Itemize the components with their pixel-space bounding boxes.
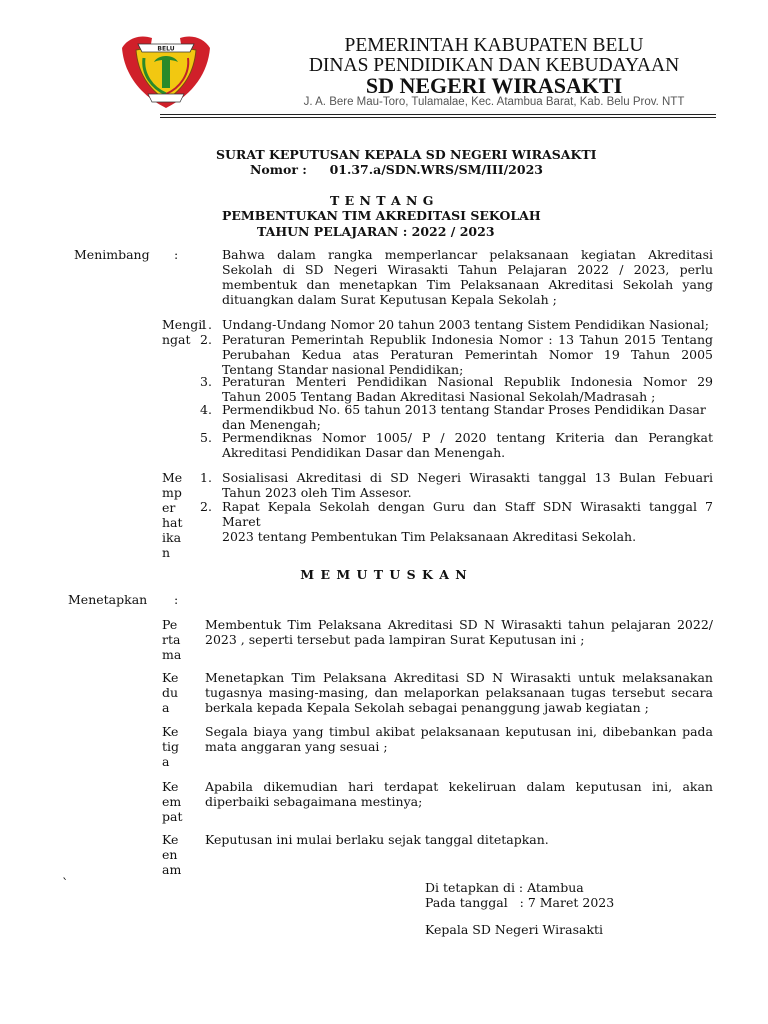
- decision-line: Apabila dikemudian hari terdapat kekeliruan dalam keputusan ini, akan: [205, 779, 713, 794]
- decision-label-line: a: [162, 754, 170, 769]
- menimbang-line: Bahwa dalam rangka memperlancar pelaksanaan kegiatan Akreditasi: [222, 247, 713, 262]
- memperhatikan-label-line: mp: [162, 485, 182, 500]
- decree-number-label: Nomor :: [250, 162, 307, 177]
- menetapkan-label: Menetapkan: [68, 592, 148, 607]
- decision-label-line: pat: [162, 809, 183, 824]
- memperhatikan-label-line: ika: [162, 530, 182, 545]
- decision-label-line: a: [162, 700, 170, 715]
- academic-year: TAHUN PELAJARAN : 2022 / 2023: [257, 224, 495, 239]
- memperhatikan-item-number: 2.: [200, 499, 212, 514]
- mengingat-item-line: Tentang Standar nasional Pendidikan;: [222, 362, 464, 377]
- mengingat-item-line: Permendiknas Nomor 1005/ P / 2020 tentang Kriteria dan Perangkat: [222, 430, 713, 445]
- signature-place: Di tetapkan di : Atambua: [425, 880, 584, 895]
- svg-text:BELU: BELU: [157, 45, 175, 53]
- belu-regency-emblem: [118, 28, 214, 112]
- menimbang-line: membentuk dan menetapkan Tim Pelaksanaan Akreditasi Sekolah yang: [222, 277, 713, 292]
- decree-number: [250, 162, 543, 177]
- decision-label-line: ma: [162, 647, 182, 662]
- memperhatikan-item-text: [222, 499, 713, 544]
- mengingat-item-number: 5.: [200, 430, 212, 445]
- decision-line: diperbaiki sebagaimana mestinya;: [205, 794, 423, 809]
- memperhatikan-label-line: n: [162, 545, 171, 560]
- memperhatikan-item-line: 2023 tentang Pembentukan Tim Pelaksanaan Akreditasi Sekolah.: [222, 529, 637, 544]
- decision-text: Keputusan ini mulai berlaku sejak tanggal ditetapkan.: [205, 832, 549, 847]
- decision-label-line: rta: [162, 632, 181, 647]
- decision-label-line: em: [162, 794, 182, 809]
- menimbang-text: [222, 247, 713, 307]
- menetapkan-colon: :: [174, 592, 179, 607]
- decision-line: Menetapkan Tim Pelaksana Akreditasi SD N Wirasakti untuk melaksanakan: [205, 670, 713, 685]
- memperhatikan-item-line: Rapat Kepala Sekolah dengan Guru dan Staff SDN Wirasakti tanggal 7 Maret: [222, 499, 713, 529]
- memperhatikan-label-line: Me: [162, 470, 183, 485]
- decree-number-value: 01.37.a/SDN.WRS/SM/III/2023: [329, 162, 543, 177]
- memperhatikan-item-number: 1.: [200, 470, 212, 485]
- mengingat-item-number: 3.: [200, 374, 212, 389]
- decision-label-line: du: [162, 685, 179, 700]
- decision-line: berkala kepada Kepala Sekolah sebagai penanggung jawab kegiatan ;: [205, 700, 649, 715]
- decision-text: [205, 724, 713, 754]
- memperhatikan-label-line: er: [162, 500, 176, 515]
- decree-heading: SURAT KEPUTUSAN KEPALA SD NEGERI WIRASAKTI: [216, 147, 597, 162]
- mengingat-item-line: Peraturan Menteri Pendidikan Nasional Republik Indonesia Nomor 29: [222, 374, 713, 389]
- letterhead-government: PEMERINTAH KABUPATEN BELU: [344, 35, 644, 56]
- mengingat-item-line: Akreditasi Pendidikan Dasar dan Menengah.: [222, 445, 506, 460]
- mengingat-item-line: dan Menengah;: [222, 417, 321, 432]
- letterhead-school-name: SD NEGERI WIRASAKTI: [365, 73, 623, 98]
- mengingat-item-number: 1.: [200, 317, 212, 332]
- menimbang-colon: :: [174, 247, 179, 262]
- menimbang-line: Sekolah di SD Negeri Wirasakti Tahun Pelajaran 2022 / 2023, perlu: [222, 262, 713, 277]
- mengingat-label-line: ngat: [162, 332, 191, 347]
- mengingat-item-text: [222, 374, 713, 404]
- memperhatikan-item-line: Sosialisasi Akreditasi di SD Negeri Wirasakti tanggal 13 Bulan Febuari: [222, 470, 713, 485]
- decision-label-line: tig: [162, 739, 180, 754]
- letterhead-rule: [160, 114, 716, 115]
- mengingat-item-number: 2.: [200, 332, 212, 347]
- mengingat-item-number: 4.: [200, 402, 212, 417]
- decision-label-line: Ke: [162, 670, 179, 685]
- memperhatikan-item-text: [222, 470, 713, 500]
- mengingat-item-text: [222, 402, 713, 432]
- decision-label-line: Ke: [162, 832, 179, 847]
- decision-line: tugasnya masing-masing, dan melaporkan pelaksanaan tugas tersebut secara: [205, 685, 713, 700]
- mengingat-item-text: Undang-Undang Nomor 20 tahun 2003 tentang Sistem Pendidikan Nasional;: [222, 317, 710, 332]
- decision-label-line: en: [162, 847, 178, 862]
- mengingat-label-line: Mengi: [162, 317, 203, 332]
- mengingat-item-line: Permendikbud No. 65 tahun 2013 tentang Standar Proses Pendidikan Dasar: [222, 402, 706, 417]
- memutuskan-heading: M E M U T U S K A N: [300, 567, 468, 582]
- decision-line: Segala biaya yang timbul akibat pelaksanaan keputusan ini, dibebankan pada: [205, 724, 713, 739]
- decision-line: 2023 , seperti tersebut pada lampiran Surat Keputusan ini ;: [205, 632, 585, 647]
- decision-line: Membentuk Tim Pelaksana Akreditasi SD N Wirasakti tahun pelajaran 2022/: [205, 617, 713, 632]
- decree-subject: PEMBENTUKAN TIM AKREDITASI SEKOLAH: [222, 208, 541, 223]
- signature-title: Kepala SD Negeri Wirasakti: [425, 922, 604, 937]
- decision-text: [205, 617, 713, 647]
- decision-label-line: Ke: [162, 724, 179, 739]
- about-heading: T E N T A N G: [330, 193, 434, 208]
- mengingat-item-text: [222, 430, 713, 460]
- menimbang-label: Menimbang: [74, 247, 150, 262]
- stray-mark: `: [62, 877, 69, 892]
- decision-label-line: am: [162, 862, 182, 877]
- letterhead-rule: [160, 117, 716, 118]
- decision-text: [205, 779, 713, 809]
- letterhead-office: DINAS PENDIDIKAN DAN KEBUDAYAAN: [308, 55, 680, 76]
- mengingat-item-text: [222, 332, 713, 377]
- menimbang-line: dituangkan dalam Surat Keputusan Kepala Sekolah ;: [222, 292, 557, 307]
- memperhatikan-label-line: hat: [162, 515, 183, 530]
- decision-label-line: Pe: [162, 617, 178, 632]
- memperhatikan-item-line: Tahun 2023 oleh Tim Assesor.: [222, 485, 412, 500]
- decision-line: mata anggaran yang sesuai ;: [205, 739, 388, 754]
- mengingat-item-line: Peraturan Pemerintah Republik Indonesia Nomor : 13 Tahun 2015 Tentang: [222, 332, 713, 347]
- letterhead-address: J. A. Bere Mau-Toro, Tulamalae, Kec. Atambua Barat, Kab. Belu Prov. NTT: [303, 96, 685, 108]
- decision-text: [205, 670, 713, 715]
- decision-label-line: Ke: [162, 779, 179, 794]
- mengingat-item-line: Perubahan Kedua atas Peraturan Pemerintah Nomor 19 Tahun 2005: [222, 347, 713, 362]
- signature-date: Pada tanggal : 7 Maret 2023: [425, 895, 615, 910]
- mengingat-item-line: Tahun 2005 Tentang Badan Akreditasi Nasional Sekolah/Madrasah ;: [222, 389, 656, 404]
